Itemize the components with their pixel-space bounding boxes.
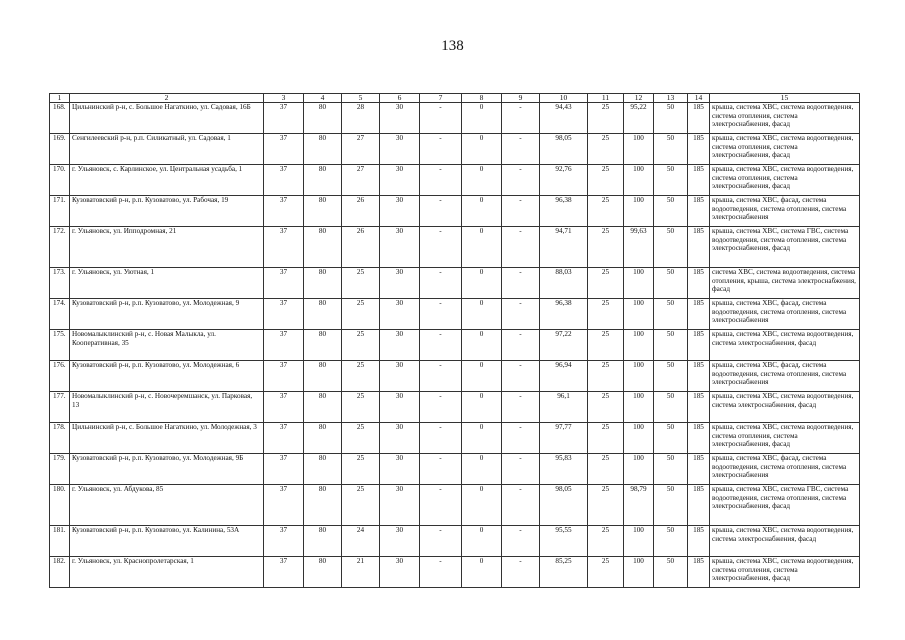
column-header-13: 13: [654, 94, 688, 103]
col9-cell: -: [502, 299, 540, 330]
col7-cell: -: [420, 330, 462, 361]
col13-cell: 50: [654, 103, 688, 134]
col12-cell: 100: [624, 526, 654, 557]
row-number: 171.: [50, 196, 70, 227]
col13-cell: 50: [654, 485, 688, 526]
col11-cell: 25: [588, 227, 624, 268]
col13-cell: 50: [654, 227, 688, 268]
col4-cell: 80: [304, 423, 342, 454]
col5-cell: 25: [342, 392, 380, 423]
col4-cell: 80: [304, 392, 342, 423]
address-cell: Новомалыклинский р-н, с. Новочеремшанск, ул. Парковая, 13: [70, 392, 264, 423]
col13-cell: 50: [654, 299, 688, 330]
col9-cell: -: [502, 485, 540, 526]
col12-cell: 100: [624, 165, 654, 196]
col5-cell: 25: [342, 454, 380, 485]
row-number: 180.: [50, 485, 70, 526]
col10-cell: 96,38: [540, 196, 588, 227]
row-number: 181.: [50, 526, 70, 557]
works-cell: система ХВС, система водоотведения, система отопления, крыша, система электроснабжения, фасад: [710, 268, 860, 299]
col9-cell: -: [502, 361, 540, 392]
row-number: 170.: [50, 165, 70, 196]
col8-cell: 0: [462, 227, 502, 268]
col9-cell: -: [502, 423, 540, 454]
col9-cell: -: [502, 196, 540, 227]
col11-cell: 25: [588, 526, 624, 557]
col9-cell: -: [502, 392, 540, 423]
col12-cell: 100: [624, 423, 654, 454]
table-row: [50, 526, 860, 557]
col9-cell: -: [502, 268, 540, 299]
col6-cell: 30: [380, 103, 420, 134]
col4-cell: 80: [304, 134, 342, 165]
col4-cell: 80: [304, 557, 342, 588]
address-cell: Кузоватовский р-н, р.п. Кузоватово, ул. Рабочая, 19: [70, 196, 264, 227]
col13-cell: 50: [654, 392, 688, 423]
col5-cell: 25: [342, 299, 380, 330]
col13-cell: 50: [654, 134, 688, 165]
col7-cell: -: [420, 196, 462, 227]
works-cell: крыша, система ХВС, система водоотведения, система электроснабжения, фасад: [710, 330, 860, 361]
col7-cell: -: [420, 526, 462, 557]
col5-cell: 27: [342, 165, 380, 196]
col8-cell: 0: [462, 268, 502, 299]
col12-cell: 100: [624, 299, 654, 330]
works-cell: крыша, система ХВС, система водоотведения, система электроснабжения, фасад: [710, 526, 860, 557]
col9-cell: -: [502, 134, 540, 165]
col10-cell: 98,05: [540, 134, 588, 165]
col10-cell: 97,22: [540, 330, 588, 361]
col14-cell: 185: [688, 103, 710, 134]
col4-cell: 80: [304, 330, 342, 361]
col7-cell: -: [420, 485, 462, 526]
table-row: [50, 196, 860, 227]
column-header-5: 5: [342, 94, 380, 103]
col12-cell: 100: [624, 392, 654, 423]
col4-cell: 80: [304, 454, 342, 485]
col4-cell: 80: [304, 526, 342, 557]
col7-cell: -: [420, 134, 462, 165]
table-row: [50, 165, 860, 196]
column-number-row: [50, 94, 860, 103]
table-row: [50, 454, 860, 485]
row-number: 175.: [50, 330, 70, 361]
col14-cell: 185: [688, 454, 710, 485]
works-cell: крыша, система ХВС, система водоотведения, система отопления, система электроснабжения, фасад: [710, 165, 860, 196]
row-number: 174.: [50, 299, 70, 330]
address-cell: Кузоватовский р-н, р.п. Кузоватово, ул. Калинина, 53А: [70, 526, 264, 557]
col8-cell: 0: [462, 330, 502, 361]
table-row: [50, 134, 860, 165]
col14-cell: 185: [688, 165, 710, 196]
col6-cell: 30: [380, 196, 420, 227]
column-header-1: 1: [50, 94, 70, 103]
address-cell: Кузоватовский р-н, р.п. Кузоватово, ул. Молодежная, 9: [70, 299, 264, 330]
row-number: 177.: [50, 392, 70, 423]
col5-cell: 25: [342, 423, 380, 454]
col11-cell: 25: [588, 485, 624, 526]
col3-cell: 37: [264, 557, 304, 588]
col4-cell: 80: [304, 485, 342, 526]
col3-cell: 37: [264, 361, 304, 392]
col10-cell: 98,05: [540, 485, 588, 526]
column-header-10: 10: [540, 94, 588, 103]
col6-cell: 30: [380, 423, 420, 454]
column-header-4: 4: [304, 94, 342, 103]
col3-cell: 37: [264, 392, 304, 423]
works-cell: крыша, система ХВС, система водоотведения, система отопления, система электроснабжения, фасад: [710, 557, 860, 588]
col14-cell: 185: [688, 423, 710, 454]
col11-cell: 25: [588, 299, 624, 330]
table-row: [50, 485, 860, 526]
col4-cell: 80: [304, 299, 342, 330]
col10-cell: 88,03: [540, 268, 588, 299]
col3-cell: 37: [264, 423, 304, 454]
column-header-9: 9: [502, 94, 540, 103]
col4-cell: 80: [304, 165, 342, 196]
col6-cell: 30: [380, 557, 420, 588]
row-number: 169.: [50, 134, 70, 165]
address-cell: г. Ульяновск, ул. Уютная, 1: [70, 268, 264, 299]
column-header-7: 7: [420, 94, 462, 103]
col14-cell: 185: [688, 134, 710, 165]
housing-repair-table: [49, 93, 860, 588]
col6-cell: 30: [380, 485, 420, 526]
col13-cell: 50: [654, 196, 688, 227]
column-header-3: 3: [264, 94, 304, 103]
col8-cell: 0: [462, 454, 502, 485]
works-cell: крыша, система ХВС, система водоотведения, система электроснабжения, фасад: [710, 392, 860, 423]
row-number: 173.: [50, 268, 70, 299]
col13-cell: 50: [654, 423, 688, 454]
col3-cell: 37: [264, 526, 304, 557]
col8-cell: 0: [462, 557, 502, 588]
col4-cell: 80: [304, 361, 342, 392]
col3-cell: 37: [264, 330, 304, 361]
works-cell: крыша, система ХВС, система водоотведения, система отопления, система электроснабжения, фасад: [710, 423, 860, 454]
works-cell: крыша, система ХВС, фасад, система водоотведения, система отопления, система электроснабжения: [710, 196, 860, 227]
column-header-6: 6: [380, 94, 420, 103]
col8-cell: 0: [462, 526, 502, 557]
col11-cell: 25: [588, 103, 624, 134]
col6-cell: 30: [380, 526, 420, 557]
col11-cell: 25: [588, 392, 624, 423]
col7-cell: -: [420, 227, 462, 268]
col12-cell: 100: [624, 196, 654, 227]
col9-cell: -: [502, 454, 540, 485]
row-number: 179.: [50, 454, 70, 485]
col14-cell: 185: [688, 268, 710, 299]
col6-cell: 30: [380, 165, 420, 196]
col12-cell: 100: [624, 268, 654, 299]
address-cell: г. Ульяновск, ул. Краснопролетарская, 1: [70, 557, 264, 588]
col12-cell: 100: [624, 454, 654, 485]
col14-cell: 185: [688, 392, 710, 423]
row-number: 172.: [50, 227, 70, 268]
col3-cell: 37: [264, 103, 304, 134]
address-cell: Сенгилеевский р-н, р.п. Силикатный, ул. Садовая, 1: [70, 134, 264, 165]
col11-cell: 25: [588, 454, 624, 485]
col13-cell: 50: [654, 526, 688, 557]
col4-cell: 80: [304, 196, 342, 227]
column-header-15: 15: [710, 94, 860, 103]
col5-cell: 25: [342, 361, 380, 392]
col3-cell: 37: [264, 196, 304, 227]
col3-cell: 37: [264, 299, 304, 330]
col14-cell: 185: [688, 557, 710, 588]
col11-cell: 25: [588, 557, 624, 588]
col10-cell: 95,83: [540, 454, 588, 485]
col10-cell: 96,38: [540, 299, 588, 330]
column-header-2: 2: [70, 94, 264, 103]
col3-cell: 37: [264, 454, 304, 485]
col12-cell: 100: [624, 361, 654, 392]
col7-cell: -: [420, 165, 462, 196]
col7-cell: -: [420, 557, 462, 588]
address-cell: г. Ульяновск, ул. Ипподромная, 21: [70, 227, 264, 268]
col10-cell: 94,43: [540, 103, 588, 134]
col3-cell: 37: [264, 485, 304, 526]
col11-cell: 25: [588, 268, 624, 299]
col3-cell: 37: [264, 227, 304, 268]
col14-cell: 185: [688, 330, 710, 361]
address-cell: Цильнинский р-н, с. Большое Нагаткино, ул. Садовая, 16Б: [70, 103, 264, 134]
col14-cell: 185: [688, 196, 710, 227]
address-cell: Кузоватовский р-н, р.п. Кузоватово, ул. Молодежная, 9Б: [70, 454, 264, 485]
col8-cell: 0: [462, 423, 502, 454]
table-row: [50, 103, 860, 134]
col10-cell: 97,77: [540, 423, 588, 454]
col5-cell: 28: [342, 103, 380, 134]
col8-cell: 0: [462, 392, 502, 423]
col12-cell: 100: [624, 330, 654, 361]
table-row: [50, 299, 860, 330]
col12-cell: 100: [624, 134, 654, 165]
col3-cell: 37: [264, 165, 304, 196]
col11-cell: 25: [588, 361, 624, 392]
col14-cell: 185: [688, 485, 710, 526]
col9-cell: -: [502, 526, 540, 557]
col5-cell: 25: [342, 268, 380, 299]
col7-cell: -: [420, 299, 462, 330]
row-number: 178.: [50, 423, 70, 454]
col12-cell: 98,79: [624, 485, 654, 526]
col13-cell: 50: [654, 557, 688, 588]
table-row: [50, 557, 860, 588]
address-cell: г. Ульяновск, с. Карлинское, ул. Центральная усадьба, 1: [70, 165, 264, 196]
col7-cell: -: [420, 103, 462, 134]
col7-cell: -: [420, 454, 462, 485]
works-cell: крыша, система ХВС, система ГВС, система водоотведения, система отопления, система электроснабжения, фасад: [710, 485, 860, 526]
col9-cell: -: [502, 227, 540, 268]
col11-cell: 25: [588, 134, 624, 165]
col8-cell: 0: [462, 485, 502, 526]
col5-cell: 27: [342, 134, 380, 165]
col13-cell: 50: [654, 454, 688, 485]
col5-cell: 25: [342, 330, 380, 361]
column-header-14: 14: [688, 94, 710, 103]
col7-cell: -: [420, 268, 462, 299]
col13-cell: 50: [654, 330, 688, 361]
table-row: [50, 361, 860, 392]
col7-cell: -: [420, 423, 462, 454]
col8-cell: 0: [462, 299, 502, 330]
works-cell: крыша, система ХВС, система ГВС, система водоотведения, система отопления, система электроснабжения, фасад: [710, 227, 860, 268]
col11-cell: 25: [588, 196, 624, 227]
column-header-12: 12: [624, 94, 654, 103]
col3-cell: 37: [264, 268, 304, 299]
col12-cell: 95,22: [624, 103, 654, 134]
col8-cell: 0: [462, 196, 502, 227]
works-cell: крыша, система ХВС, система водоотведения, система отопления, система электроснабжения, фасад: [710, 134, 860, 165]
col8-cell: 0: [462, 134, 502, 165]
col10-cell: 94,71: [540, 227, 588, 268]
col5-cell: 25: [342, 485, 380, 526]
table-row: [50, 392, 860, 423]
col14-cell: 185: [688, 526, 710, 557]
col8-cell: 0: [462, 103, 502, 134]
col11-cell: 25: [588, 165, 624, 196]
col14-cell: 185: [688, 299, 710, 330]
col12-cell: 99,63: [624, 227, 654, 268]
col4-cell: 80: [304, 103, 342, 134]
works-cell: крыша, система ХВС, фасад, система водоотведения, система отопления, система электроснабжения: [710, 299, 860, 330]
column-header-11: 11: [588, 94, 624, 103]
column-header-8: 8: [462, 94, 502, 103]
address-cell: Кузоватовский р-н, р.п. Кузоватово, ул. Молодежная, 6: [70, 361, 264, 392]
col13-cell: 50: [654, 165, 688, 196]
col13-cell: 50: [654, 361, 688, 392]
table-row: [50, 330, 860, 361]
table-row: [50, 227, 860, 268]
col4-cell: 80: [304, 268, 342, 299]
col6-cell: 30: [380, 268, 420, 299]
col10-cell: 96,1: [540, 392, 588, 423]
col11-cell: 25: [588, 330, 624, 361]
col4-cell: 80: [304, 227, 342, 268]
col9-cell: -: [502, 557, 540, 588]
col10-cell: 92,76: [540, 165, 588, 196]
col6-cell: 30: [380, 361, 420, 392]
col5-cell: 24: [342, 526, 380, 557]
col6-cell: 30: [380, 227, 420, 268]
address-cell: г. Ульяновск, ул. Абдукова, 85: [70, 485, 264, 526]
col7-cell: -: [420, 392, 462, 423]
works-cell: крыша, система ХВС, фасад, система водоотведения, система отопления, система электроснабжения: [710, 454, 860, 485]
row-number: 176.: [50, 361, 70, 392]
col5-cell: 26: [342, 227, 380, 268]
col10-cell: 85,25: [540, 557, 588, 588]
col13-cell: 50: [654, 268, 688, 299]
col3-cell: 37: [264, 134, 304, 165]
col5-cell: 26: [342, 196, 380, 227]
works-cell: крыша, система ХВС, фасад, система водоотведения, система отопления, система электроснабжения: [710, 361, 860, 392]
col6-cell: 30: [380, 330, 420, 361]
col6-cell: 30: [380, 299, 420, 330]
page-number: 138: [441, 38, 464, 54]
col9-cell: -: [502, 165, 540, 196]
col14-cell: 185: [688, 227, 710, 268]
col6-cell: 30: [380, 454, 420, 485]
col9-cell: -: [502, 330, 540, 361]
works-cell: крыша, система ХВС, система водоотведения, система отопления, система электроснабжения, фасад: [710, 103, 860, 134]
row-number: 182.: [50, 557, 70, 588]
col5-cell: 21: [342, 557, 380, 588]
col11-cell: 25: [588, 423, 624, 454]
col6-cell: 30: [380, 134, 420, 165]
col10-cell: 95,55: [540, 526, 588, 557]
col6-cell: 30: [380, 392, 420, 423]
col10-cell: 96,94: [540, 361, 588, 392]
table-row: [50, 423, 860, 454]
address-cell: Новомалыклинский р-н, с. Новая Малыкла, ул. Кооперативная, 35: [70, 330, 264, 361]
address-cell: Цильнинский р-н, с. Большое Нагаткино, ул. Молодежная, 3: [70, 423, 264, 454]
table-row: [50, 268, 860, 299]
col12-cell: 100: [624, 557, 654, 588]
col14-cell: 185: [688, 361, 710, 392]
col8-cell: 0: [462, 361, 502, 392]
col9-cell: -: [502, 103, 540, 134]
col7-cell: -: [420, 361, 462, 392]
col8-cell: 0: [462, 165, 502, 196]
row-number: 168.: [50, 103, 70, 134]
